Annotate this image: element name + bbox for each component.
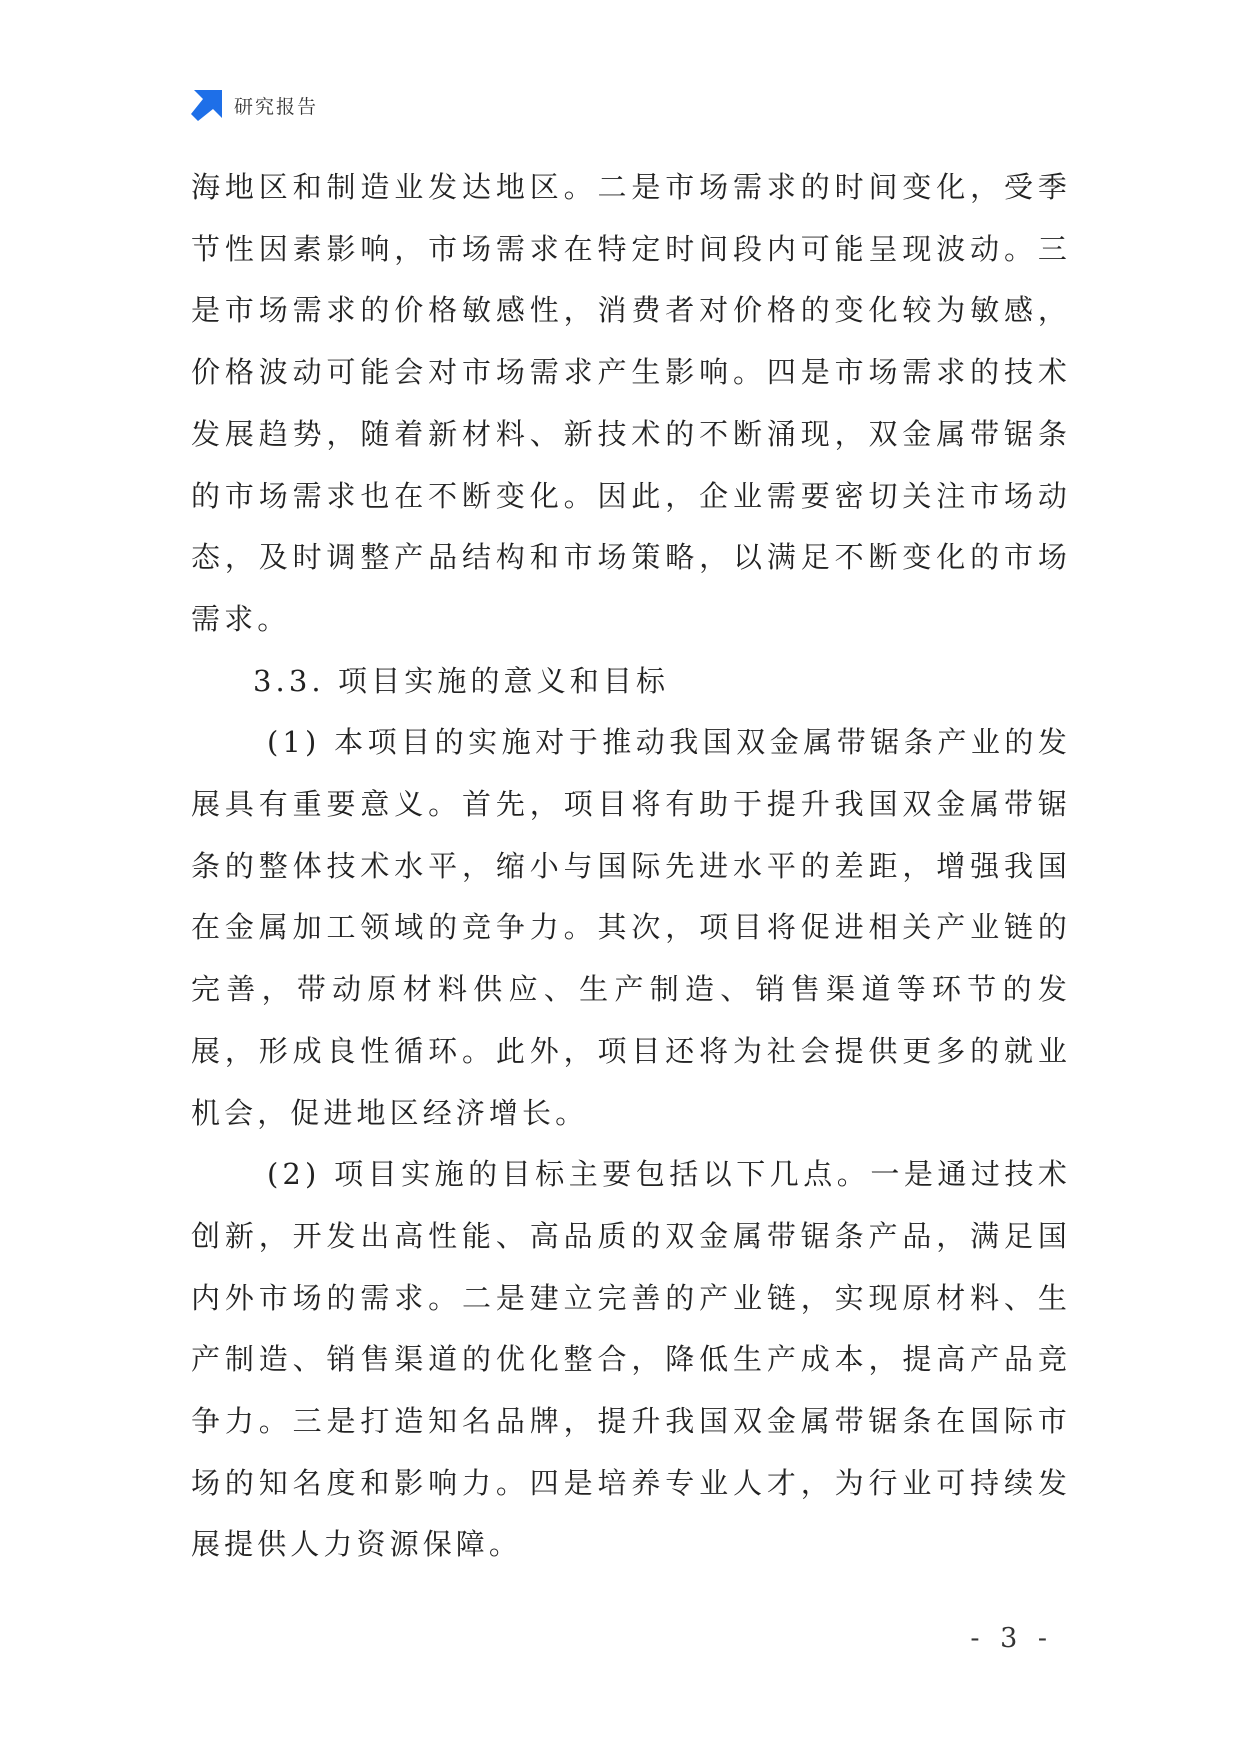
header-title: 研究报告	[234, 95, 319, 118]
page-header	[191, 88, 318, 122]
paragraph-market-demand: 海地区和制造业发达地区。二是市场需求的时间变化，受季节性因素影响，市场需求在特定时间段内可能呈现波动。三是市场需求的价格敏感性，消费者对价格的变化较为敏感，价格波动可能会对市场需求产生影响。四是市场需求的技术发展趋势，随着新材料、新技术的不断涌现，双金属带锯条的市场需求也在不断变化。因此，企业需要密切关注市场动态，及时调整产品结构和市场策略，以满足不断变化的市场需求。	[191, 170, 1071, 636]
arrow-up-right-icon	[191, 90, 222, 121]
paragraph-project-goals: (2) 项目实施的目标主要包括以下几点。一是通过技术创新，开发出高性能、高品质的双金属带锯条产品，满足国内外市场的需求。二是建立完善的产业链，实现原材料、生产制造、销售渠道的优化整合，降低生产成本，提高产品竞争力。三是打造知名品牌，提升我国双金属带锯条在国际市场的知名度和影响力。四是培养专业人才，为行业可持续发展提供人力资源保障。	[191, 1157, 1071, 1562]
document-body	[191, 157, 1071, 1576]
page-number: - 3 -	[970, 1623, 1053, 1654]
section-heading: 3.3. 项目实施的意义和目标	[253, 663, 670, 698]
paragraph-project-significance: (1) 本项目的实施对于推动我国双金属带锯条产业的发展具有重要意义。首先，项目将有助于提升我国双金属带锯条的整体技术水平，缩小与国际先进水平的差距，增强我国在金属加工领域的竞争力。其次，项目将促进相关产业链的完善，带动原材料供应、生产制造、销售渠道等环节的发展，形成良性循环。此外，项目还将为社会提供更多的就业机会，促进地区经济增长。	[191, 725, 1071, 1130]
